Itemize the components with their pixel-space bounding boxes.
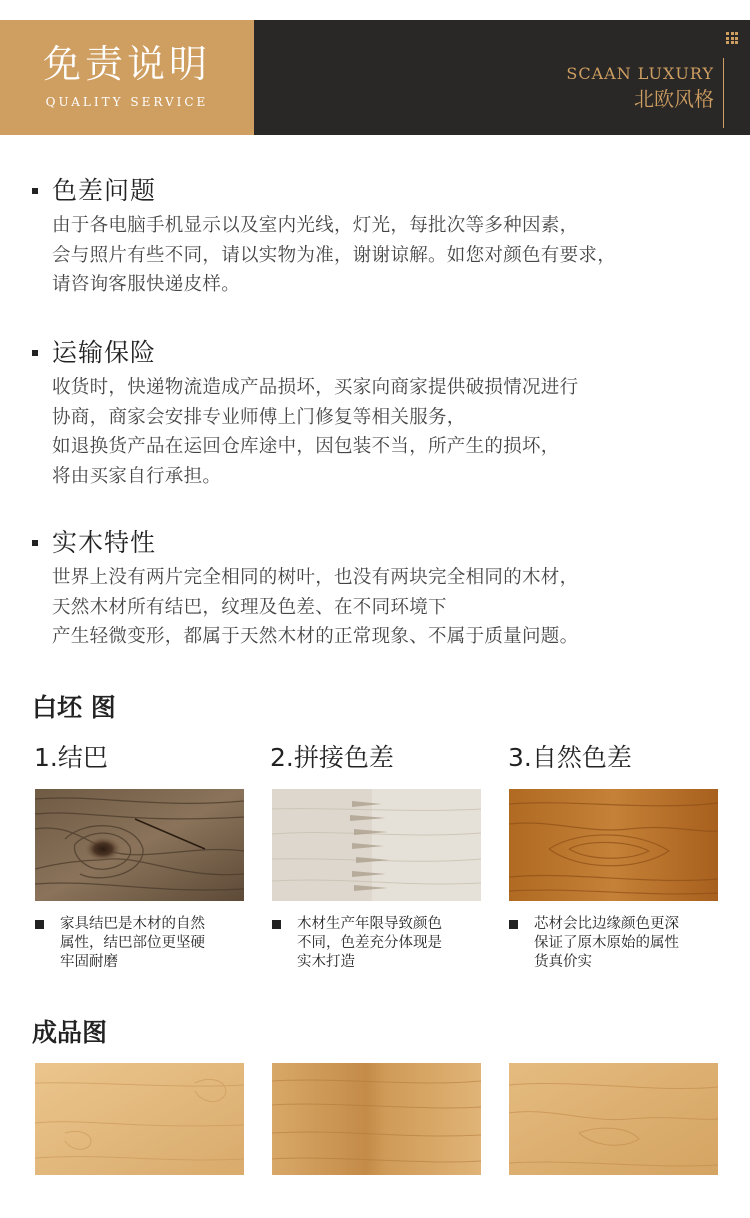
item-label: 3.自然色差 [508, 743, 632, 772]
body-line: 收货时，快递物流造成产品损坏，买家向商家提供破损情况进行 [52, 377, 579, 398]
caption-line: 牢固耐磨 [60, 954, 118, 970]
finished-wood-photo-1 [35, 1063, 244, 1175]
item-label: 1.结巴 [34, 743, 108, 772]
bullet-icon [32, 350, 38, 356]
caption-line: 家具结巴是木材的自然 [60, 916, 205, 932]
section-title [32, 527, 732, 559]
knot-wood-photo [35, 789, 244, 901]
section-color-difference [32, 175, 732, 300]
knot-caption [35, 915, 245, 972]
natural-color-wood-photo [509, 789, 718, 901]
bullet-icon [32, 188, 38, 194]
section-title-text: 色差问题 [52, 176, 157, 205]
section-solid-wood-features [32, 527, 732, 652]
caption-line: 实木打造 [297, 954, 355, 970]
caption-line: 不同，色差充分体现是 [297, 935, 442, 951]
caption-line: 木材生产年限导致颜色 [297, 916, 442, 932]
bullet-icon [32, 540, 38, 546]
section-body [32, 211, 732, 300]
body-line: 会与照片有些不同，请以实物为准，谢谢谅解。如您对颜色有要求， [52, 244, 617, 266]
body-line: 天然木材所有结巴，纹理及色差、在不同环境下 [52, 596, 447, 618]
header-banner [0, 20, 750, 135]
section-title [32, 337, 732, 369]
white-blank-title: 白坯 图 [32, 693, 116, 722]
finished-wood-photo-3 [509, 1063, 718, 1175]
splice-wood-photo [272, 789, 481, 901]
body-line: 将由买家自行承担。 [52, 465, 222, 487]
brand-divider [723, 58, 724, 128]
body-line: 世界上没有两片完全相同的树叶，也没有两块完全相同的木材， [52, 567, 579, 588]
brand-chinese: 北欧风格 [634, 87, 714, 111]
caption-line: 属性，结巴部位更坚硬 [60, 935, 205, 951]
natural-color-caption [509, 915, 719, 972]
body-line: 协商，商家会安排专业师傅上门修复等相关服务， [52, 406, 466, 428]
section-shipping-insurance [32, 337, 732, 491]
section-body [32, 373, 732, 491]
body-line: 由于各电脑手机显示以及室内光线，灯光，每批次等多种因素， [52, 215, 579, 236]
body-line: 请咨询客服快递皮样。 [52, 274, 241, 295]
body-line: 产生轻微变形，都属于天然木材的正常现象、不属于质量问题。 [52, 626, 579, 647]
header-brand-block [254, 20, 750, 135]
finished-wood-photo-2 [272, 1063, 481, 1175]
section-title [32, 175, 732, 207]
page-title: 免责说明 [42, 42, 211, 86]
square-bullet-icon [272, 920, 281, 929]
page-subtitle: QUALITY SERVICE [45, 95, 209, 109]
brand [566, 64, 714, 112]
caption-line: 保证了原木原始的属性 [534, 935, 679, 951]
body-line: 如退换货产品在运回仓库途中，因包装不当，所产生的损坏， [52, 436, 560, 457]
caption-line: 货真价实 [534, 954, 592, 970]
header-title-block [0, 20, 254, 135]
square-bullet-icon [35, 920, 44, 929]
caption-line: 芯材会比边缘颜色更深 [534, 916, 679, 932]
brand-english: SCAAN LUXURY [566, 64, 714, 83]
square-bullet-icon [509, 920, 518, 929]
section-title-text: 运输保险 [52, 338, 157, 367]
section-title-text: 实木特性 [52, 528, 157, 557]
finished-title: 成品图 [32, 1018, 108, 1047]
grid-dots-icon [726, 32, 738, 44]
section-body [32, 563, 732, 652]
splice-caption [272, 915, 482, 972]
item-label: 2.拼接色差 [270, 743, 394, 772]
